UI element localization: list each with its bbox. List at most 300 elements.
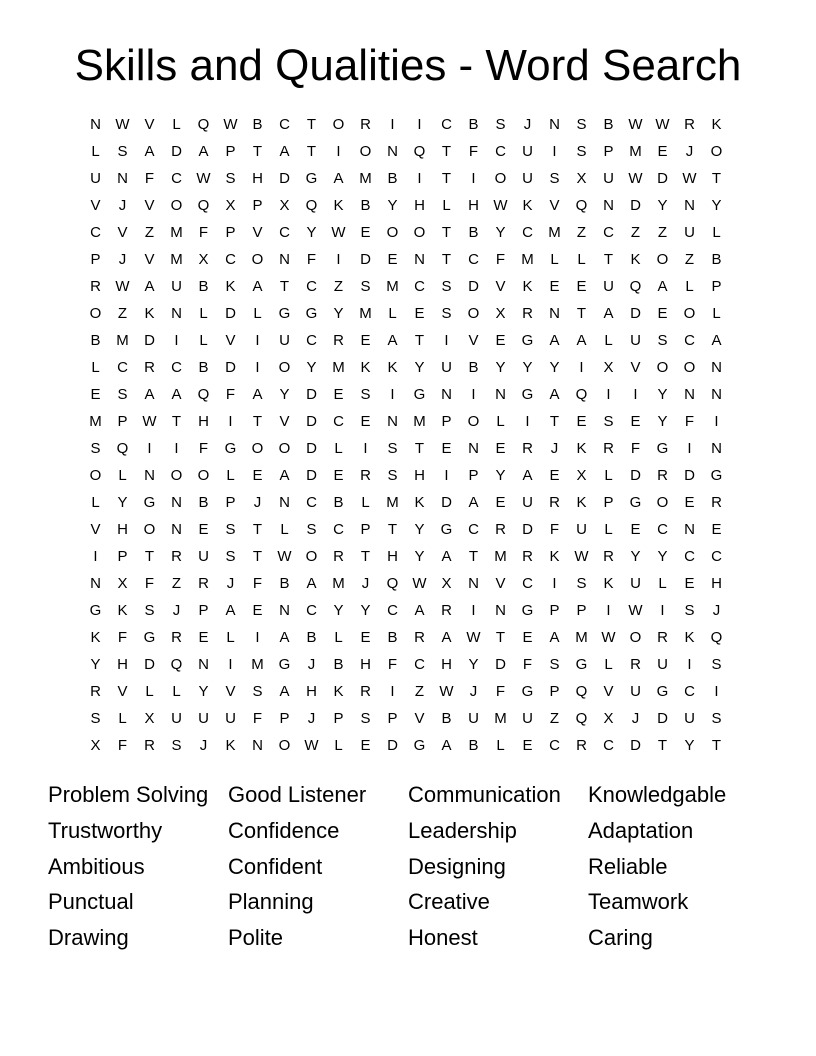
grid-letter[interactable]: T [603,251,614,268]
grid-letter[interactable]: P [603,143,614,160]
grid-letter[interactable]: P [117,548,128,565]
grid-letter[interactable]: R [522,440,533,457]
grid-letter[interactable]: I [606,386,611,403]
grid-letter[interactable]: E [522,737,533,754]
grid-letter[interactable]: C [306,278,317,295]
grid-letter[interactable]: E [576,413,587,430]
grid-letter[interactable]: Z [576,224,587,241]
grid-letter[interactable]: H [387,548,398,565]
grid-letter[interactable]: A [333,170,344,187]
grid-letter[interactable]: W [223,116,238,133]
grid-letter[interactable]: C [279,116,290,133]
grid-letter[interactable]: E [549,278,560,295]
grid-letter[interactable]: W [493,197,508,214]
grid-letter[interactable]: I [660,602,665,619]
grid-letter[interactable]: I [390,386,395,403]
grid-letter[interactable]: S [387,440,398,457]
grid-letter[interactable]: D [171,143,182,160]
grid-letter[interactable]: B [360,197,371,214]
grid-letter[interactable]: T [441,251,452,268]
grid-letter[interactable]: Y [414,521,425,538]
grid-letter[interactable]: M [359,170,372,187]
grid-letter[interactable]: K [144,305,155,322]
grid-letter[interactable]: F [225,386,236,403]
grid-letter[interactable]: X [144,710,155,727]
grid-letter[interactable]: L [334,737,343,754]
grid-letter[interactable]: W [655,116,670,133]
grid-letter[interactable]: C [414,656,425,673]
grid-letter[interactable]: W [466,629,481,646]
grid-letter[interactable]: W [331,224,346,241]
grid-letter[interactable]: V [225,332,236,349]
grid-letter[interactable]: O [656,494,669,511]
grid-letter[interactable]: O [170,467,183,484]
grid-letter[interactable]: R [144,359,155,376]
grid-letter[interactable]: T [468,548,479,565]
grid-letter[interactable]: J [307,710,316,727]
grid-letter[interactable]: J [712,602,721,619]
grid-letter[interactable]: W [142,413,157,430]
grid-letter[interactable]: A [441,548,452,565]
grid-letter[interactable]: U [630,683,641,700]
grid-letter[interactable]: U [603,170,614,187]
grid-letter[interactable]: O [683,359,696,376]
grid-letter[interactable]: D [387,737,398,754]
grid-letter[interactable]: O [89,305,102,322]
grid-letter[interactable]: Z [171,575,182,592]
grid-letter[interactable]: S [603,413,614,430]
grid-letter[interactable]: M [170,224,183,241]
grid-letter[interactable]: T [306,143,317,160]
grid-letter[interactable]: A [603,305,614,322]
grid-letter[interactable]: S [576,116,587,133]
grid-letter[interactable]: I [552,575,557,592]
grid-letter[interactable]: J [631,710,640,727]
grid-letter[interactable]: E [360,332,371,349]
grid-letter[interactable]: R [603,440,614,457]
grid-letter[interactable]: U [684,224,695,241]
grid-letter[interactable]: X [225,197,236,214]
grid-letter[interactable]: C [684,548,695,565]
grid-letter[interactable]: E [495,440,506,457]
grid-letter[interactable]: R [171,629,182,646]
grid-letter[interactable]: O [467,413,480,430]
grid-letter[interactable]: Q [386,575,399,592]
grid-letter[interactable]: C [441,116,452,133]
grid-letter[interactable]: S [225,170,236,187]
grid-letter[interactable]: Z [333,278,344,295]
grid-letter[interactable]: S [90,710,101,727]
grid-letter[interactable]: G [710,467,723,484]
grid-letter[interactable]: E [657,143,668,160]
grid-letter[interactable]: L [334,629,343,646]
grid-letter[interactable]: H [306,683,317,700]
grid-letter[interactable]: T [387,521,398,538]
grid-letter[interactable]: N [171,305,182,322]
grid-letter[interactable]: D [225,305,236,322]
grid-letter[interactable]: V [630,359,641,376]
grid-letter[interactable]: S [684,602,695,619]
grid-letter[interactable]: P [387,710,398,727]
grid-letter[interactable]: P [90,251,101,268]
grid-letter[interactable]: N [711,359,722,376]
grid-letter[interactable]: E [441,440,452,457]
grid-letter[interactable]: N [441,386,452,403]
grid-letter[interactable]: C [495,143,506,160]
grid-letter[interactable]: E [495,332,506,349]
grid-letter[interactable]: C [306,602,317,619]
grid-letter[interactable]: G [656,683,669,700]
grid-letter[interactable]: A [441,629,452,646]
grid-letter[interactable]: Y [333,602,344,619]
grid-letter[interactable]: O [278,359,291,376]
grid-letter[interactable]: P [711,278,722,295]
grid-letter[interactable]: D [441,494,452,511]
grid-letter[interactable]: D [657,170,668,187]
grid-letter[interactable]: N [684,521,695,538]
grid-letter[interactable]: K [576,440,587,457]
grid-letter[interactable]: N [171,521,182,538]
grid-letter[interactable]: A [198,143,209,160]
grid-letter[interactable]: I [471,170,476,187]
grid-letter[interactable]: C [387,602,398,619]
grid-letter[interactable]: O [305,548,318,565]
grid-letter[interactable]: B [468,359,479,376]
grid-letter[interactable]: G [413,386,426,403]
grid-letter[interactable]: C [225,251,236,268]
grid-letter[interactable]: T [441,224,452,241]
grid-letter[interactable]: Z [144,224,155,241]
grid-letter[interactable]: D [657,710,668,727]
grid-letter[interactable]: L [442,197,451,214]
grid-letter[interactable]: S [711,710,722,727]
grid-letter[interactable]: K [630,251,641,268]
grid-letter[interactable]: N [279,251,290,268]
grid-letter[interactable]: Q [197,116,210,133]
grid-letter[interactable]: I [687,656,692,673]
grid-letter[interactable]: R [657,629,668,646]
grid-letter[interactable]: B [90,332,101,349]
grid-letter[interactable]: N [684,386,695,403]
grid-letter[interactable]: P [549,683,560,700]
grid-letter[interactable]: F [117,737,128,754]
grid-letter[interactable]: I [174,440,179,457]
grid-letter[interactable]: G [521,386,534,403]
grid-letter[interactable]: I [687,440,692,457]
grid-letter[interactable]: S [387,467,398,484]
grid-letter[interactable]: O [89,467,102,484]
grid-letter[interactable]: B [711,251,722,268]
grid-letter[interactable]: A [171,386,182,403]
grid-letter[interactable]: Y [630,548,641,565]
grid-letter[interactable]: U [279,332,290,349]
grid-letter[interactable]: L [388,305,397,322]
grid-letter[interactable]: F [117,629,128,646]
grid-letter[interactable]: G [521,332,534,349]
grid-letter[interactable]: A [549,386,560,403]
grid-letter[interactable]: V [279,413,290,430]
grid-letter[interactable]: P [360,521,371,538]
grid-letter[interactable]: R [360,467,371,484]
grid-letter[interactable]: E [522,629,533,646]
grid-letter[interactable]: S [90,440,101,457]
grid-letter[interactable]: G [143,629,156,646]
grid-letter[interactable]: L [604,467,613,484]
grid-letter[interactable]: U [171,278,182,295]
grid-letter[interactable]: R [144,737,155,754]
grid-letter[interactable]: I [390,683,395,700]
grid-letter[interactable]: O [359,143,372,160]
grid-letter[interactable]: E [657,305,668,322]
grid-letter[interactable]: Y [495,224,506,241]
grid-letter[interactable]: X [90,737,101,754]
grid-letter[interactable]: U [171,710,182,727]
grid-letter[interactable]: B [468,224,479,241]
grid-letter[interactable]: U [198,548,209,565]
grid-letter[interactable]: V [603,683,614,700]
grid-letter[interactable]: M [413,413,426,430]
grid-letter[interactable]: T [171,413,182,430]
grid-letter[interactable]: M [548,224,561,241]
grid-letter[interactable]: P [198,602,209,619]
grid-letter[interactable]: N [603,197,614,214]
grid-letter[interactable]: Q [575,197,588,214]
grid-letter[interactable]: G [305,305,318,322]
grid-letter[interactable]: N [252,737,263,754]
grid-letter[interactable]: L [604,332,613,349]
grid-letter[interactable]: I [525,413,530,430]
grid-letter[interactable]: L [226,467,235,484]
grid-letter[interactable]: H [441,656,452,673]
grid-letter[interactable]: E [360,413,371,430]
grid-letter[interactable]: K [522,278,533,295]
grid-letter[interactable]: T [576,305,587,322]
grid-letter[interactable]: P [549,602,560,619]
grid-letter[interactable]: E [495,494,506,511]
grid-letter[interactable]: T [711,170,722,187]
grid-letter[interactable]: P [225,494,236,511]
grid-letter[interactable]: Y [360,602,371,619]
grid-letter[interactable]: O [710,143,723,160]
grid-letter[interactable]: I [579,359,584,376]
grid-letter[interactable]: A [387,332,398,349]
grid-letter[interactable]: T [414,440,425,457]
grid-letter[interactable]: L [496,737,505,754]
grid-letter[interactable]: V [225,683,236,700]
grid-letter[interactable]: T [441,170,452,187]
grid-letter[interactable]: D [495,656,506,673]
grid-letter[interactable]: G [305,170,318,187]
grid-letter[interactable]: C [657,521,668,538]
grid-letter[interactable]: L [550,251,559,268]
grid-letter[interactable]: Y [90,656,101,673]
grid-letter[interactable]: Y [657,197,668,214]
grid-letter[interactable]: H [414,197,425,214]
grid-letter[interactable]: I [93,548,98,565]
grid-letter[interactable]: S [117,143,128,160]
grid-letter[interactable]: D [306,467,317,484]
grid-letter[interactable]: X [495,305,506,322]
grid-letter[interactable]: A [279,467,290,484]
grid-letter[interactable]: A [252,386,263,403]
grid-letter[interactable]: W [412,575,427,592]
grid-letter[interactable]: F [495,251,506,268]
grid-letter[interactable]: E [252,467,263,484]
grid-letter[interactable]: K [225,737,236,754]
grid-letter[interactable]: M [494,710,507,727]
grid-letter[interactable]: B [333,494,344,511]
grid-letter[interactable]: N [387,413,398,430]
grid-letter[interactable]: A [144,278,155,295]
grid-letter[interactable]: R [90,278,101,295]
grid-letter[interactable]: B [252,116,263,133]
grid-letter[interactable]: L [172,116,181,133]
grid-letter[interactable]: A [144,386,155,403]
grid-letter[interactable]: V [495,278,506,295]
grid-letter[interactable]: D [306,440,317,457]
grid-letter[interactable]: C [90,224,101,241]
grid-letter[interactable]: M [575,629,588,646]
grid-letter[interactable]: P [279,710,290,727]
grid-letter[interactable]: G [143,494,156,511]
grid-letter[interactable]: M [332,575,345,592]
grid-letter[interactable]: Q [710,629,723,646]
grid-letter[interactable]: V [117,683,128,700]
grid-letter[interactable]: F [198,224,209,241]
grid-letter[interactable]: W [304,737,319,754]
grid-letter[interactable]: X [117,575,128,592]
grid-letter[interactable]: I [444,467,449,484]
grid-letter[interactable]: E [684,494,695,511]
grid-letter[interactable]: J [550,440,559,457]
grid-letter[interactable]: M [386,494,399,511]
grid-letter[interactable]: S [252,683,263,700]
grid-letter[interactable]: Y [198,683,209,700]
grid-letter[interactable]: K [225,278,236,295]
grid-letter[interactable]: W [574,548,589,565]
grid-letter[interactable]: N [468,440,479,457]
grid-letter[interactable]: N [495,602,506,619]
grid-letter[interactable]: N [198,656,209,673]
grid-letter[interactable]: S [306,521,317,538]
grid-letter[interactable]: F [468,143,479,160]
grid-letter[interactable]: D [684,467,695,484]
grid-letter[interactable]: D [630,197,641,214]
grid-letter[interactable]: U [576,521,587,538]
grid-letter[interactable]: L [145,683,154,700]
grid-letter[interactable]: S [225,521,236,538]
grid-letter[interactable]: F [549,521,560,538]
grid-letter[interactable]: T [306,116,317,133]
grid-letter[interactable]: C [306,332,317,349]
grid-letter[interactable]: I [147,440,152,457]
grid-letter[interactable]: A [225,602,236,619]
grid-letter[interactable]: A [279,143,290,160]
grid-letter[interactable]: E [333,467,344,484]
grid-letter[interactable]: W [439,683,454,700]
grid-letter[interactable]: R [657,467,668,484]
grid-letter[interactable]: G [278,305,291,322]
grid-letter[interactable]: J [469,683,478,700]
grid-letter[interactable]: T [441,143,452,160]
grid-letter[interactable]: R [684,116,695,133]
grid-letter[interactable]: Y [117,494,128,511]
grid-letter[interactable]: P [333,710,344,727]
grid-letter[interactable]: O [170,197,183,214]
grid-letter[interactable]: M [521,251,534,268]
grid-letter[interactable]: V [90,197,101,214]
grid-letter[interactable]: D [306,413,317,430]
grid-letter[interactable]: F [144,170,155,187]
grid-letter[interactable]: I [255,359,260,376]
grid-letter[interactable]: B [387,629,398,646]
grid-letter[interactable]: B [468,116,479,133]
grid-letter[interactable]: S [171,737,182,754]
grid-letter[interactable]: J [253,494,262,511]
grid-letter[interactable]: G [629,494,642,511]
grid-letter[interactable]: I [714,683,719,700]
grid-letter[interactable]: Z [117,305,128,322]
grid-letter[interactable]: M [494,548,507,565]
grid-letter[interactable]: A [414,602,425,619]
grid-letter[interactable]: V [549,197,560,214]
grid-letter[interactable]: A [144,143,155,160]
grid-letter[interactable]: X [441,575,452,592]
grid-letter[interactable]: F [144,575,155,592]
grid-letter[interactable]: T [252,143,263,160]
grid-letter[interactable]: V [468,332,479,349]
grid-letter[interactable]: V [90,521,101,538]
grid-letter[interactable]: K [549,548,560,565]
grid-letter[interactable]: B [306,629,317,646]
grid-letter[interactable]: L [199,305,208,322]
grid-letter[interactable]: V [414,710,425,727]
grid-letter[interactable]: S [549,656,560,673]
grid-letter[interactable]: O [278,440,291,457]
grid-letter[interactable]: A [279,629,290,646]
grid-letter[interactable]: R [198,575,209,592]
grid-letter[interactable]: R [333,548,344,565]
grid-letter[interactable]: A [522,467,533,484]
grid-letter[interactable]: I [417,170,422,187]
grid-letter[interactable]: N [684,197,695,214]
grid-letter[interactable]: E [630,413,641,430]
grid-letter[interactable]: H [198,413,209,430]
grid-letter[interactable]: M [170,251,183,268]
grid-letter[interactable]: Q [629,278,642,295]
grid-letter[interactable]: L [658,575,667,592]
grid-letter[interactable]: L [712,305,721,322]
grid-letter[interactable]: C [684,683,695,700]
grid-letter[interactable]: S [360,278,371,295]
grid-letter[interactable]: S [225,548,236,565]
grid-letter[interactable]: A [576,332,587,349]
grid-letter[interactable]: F [198,440,209,457]
grid-letter[interactable]: O [683,305,696,322]
grid-letter[interactable]: M [332,359,345,376]
grid-letter[interactable]: F [684,413,695,430]
grid-letter[interactable]: O [197,467,210,484]
grid-letter[interactable]: T [495,629,506,646]
grid-letter[interactable]: R [603,548,614,565]
grid-letter[interactable]: K [522,197,533,214]
grid-letter[interactable]: M [89,413,102,430]
grid-letter[interactable]: K [90,629,101,646]
grid-letter[interactable]: Y [684,737,695,754]
grid-letter[interactable]: J [307,656,316,673]
grid-letter[interactable]: Q [575,386,588,403]
grid-letter[interactable]: O [278,737,291,754]
